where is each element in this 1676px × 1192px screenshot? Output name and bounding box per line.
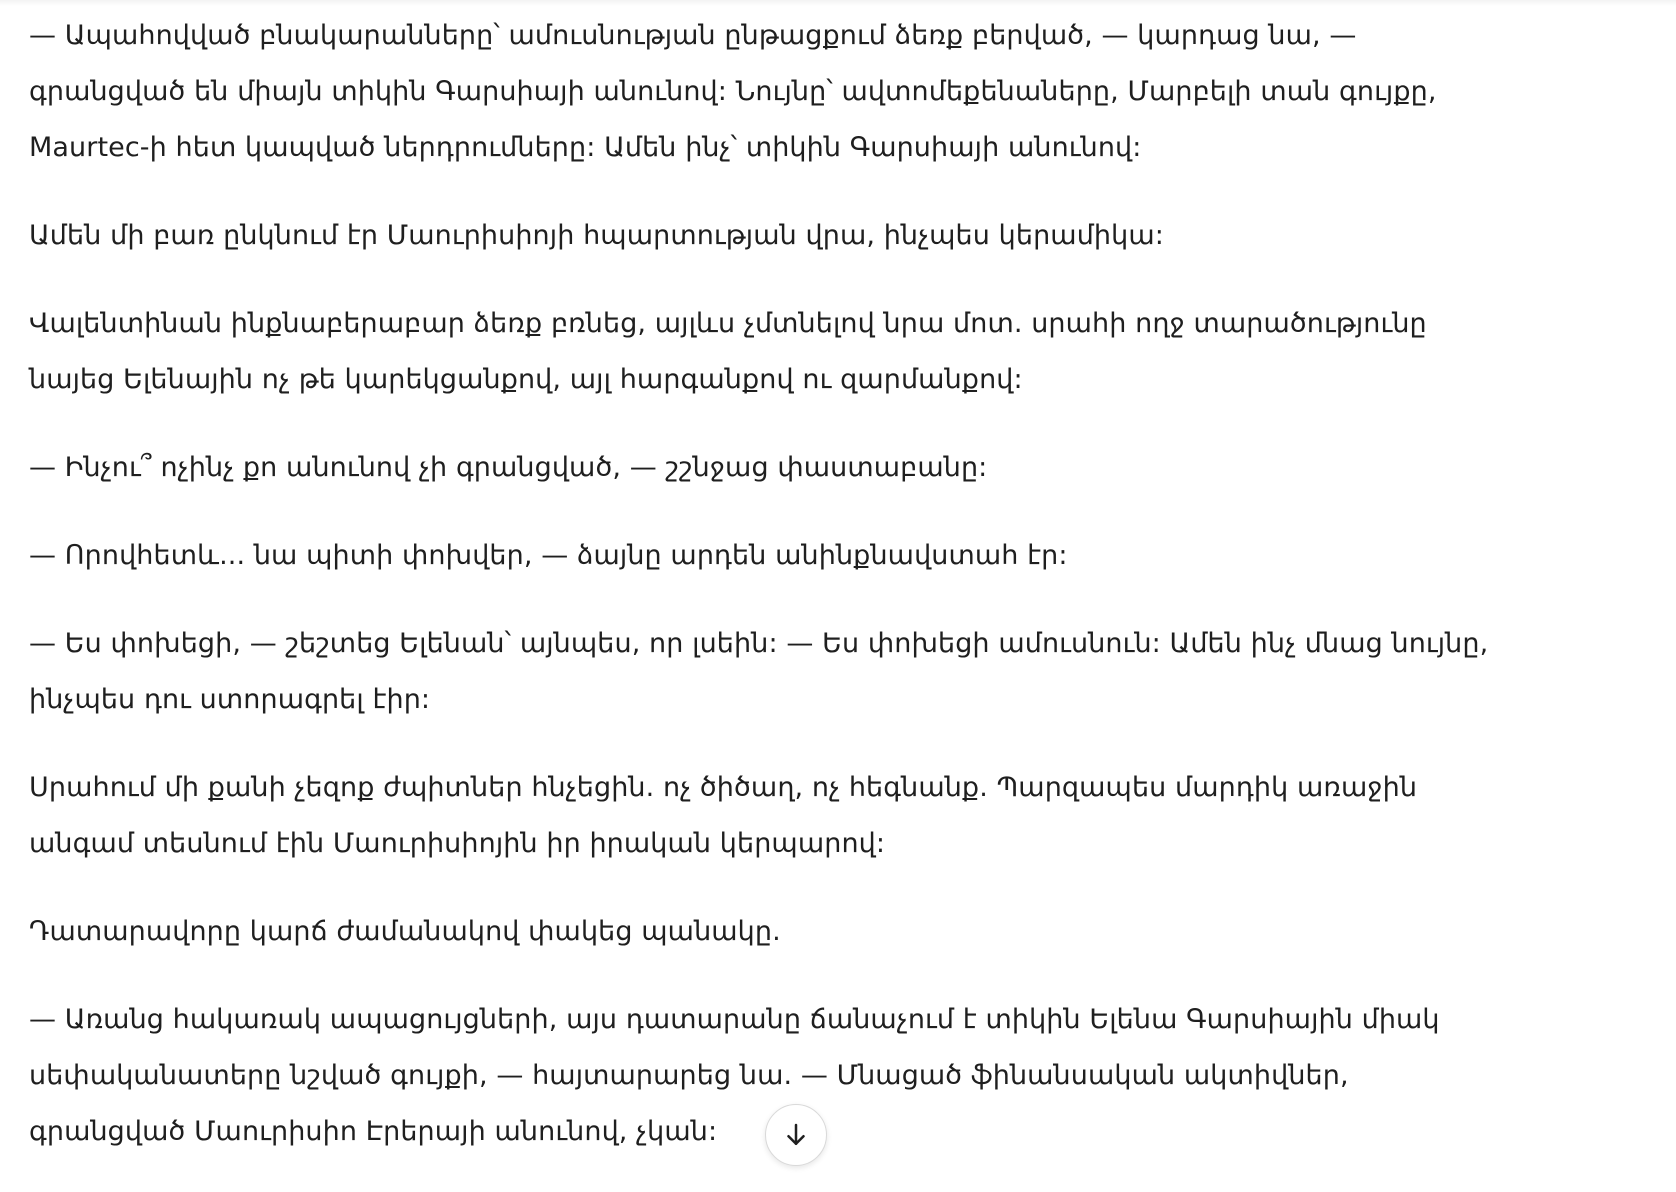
- text-line: սեփականատերը նշված գույքի, — հայտարարեց նա. — Մնացած ֆինանսական ակտիվներ,: [29, 1060, 1349, 1091]
- paragraph: [29, 296, 1589, 408]
- text-line: գրանցված Մաուրիսիո Էրերայի անունով, չկան:: [29, 1116, 718, 1147]
- paragraph: [29, 440, 1589, 496]
- arrow-down-icon: [781, 1120, 811, 1150]
- text-line: Դատարավորը կարճ ժամանակով փակեց պանակը.: [29, 916, 781, 947]
- text-line: Սրահում մի քանի չեզոք ժպիտներ հնչեցին. ոչ ծիծաղ, ոչ հեգնանք. Պարզապես մարդիկ առաջին: [29, 772, 1418, 803]
- text-line: — Ես փոխեցի, — շեշտեց Ելենան՝ այնպես, որ լսեին: — Ես փոխեցի ամուսնուն: Ամեն ինչ մնաց նույնը,: [29, 628, 1489, 659]
- paragraph: [29, 616, 1589, 728]
- text-line: — Առանց հակառակ ապացույցների, այս դատարանը ճանաչում է տիկին Ելենա Գարսիային միակ: [29, 1004, 1440, 1035]
- paragraph: [29, 904, 1589, 960]
- scroll-to-bottom-button[interactable]: [765, 1104, 827, 1166]
- text-line: Վալենտինան ինքնաբերաբար ձեռք բռնեց, այլևս չմտնելով նրա մոտ. սրահի ողջ տարածությունը: [29, 308, 1427, 339]
- text-line: նայեց Ելենային ոչ թե կարեկցանքով, այլ հարգանքով ու զարմանքով:: [29, 364, 1023, 395]
- paragraph: [29, 760, 1589, 872]
- chat-message-content: [29, 8, 1589, 1192]
- text-line: — Ապահովված բնակարանները՝ ամուսնության ընթացքում ձեռք բերված, — կարդաց նա, —: [29, 20, 1357, 51]
- top-fade: [0, 0, 1676, 6]
- text-line: ինչպես դու ստորագրել էիր:: [29, 684, 431, 715]
- text-line: անգամ տեսնում էին Մաուրիսիոյին իր իրական կերպարով:: [29, 828, 886, 859]
- paragraph: [29, 8, 1589, 176]
- text-line: Ամեն մի բառ ընկնում էր Մաուրիսիոյի հպարտության վրա, ինչպես կերամիկա:: [29, 220, 1164, 251]
- text-line: գրանցված են միայն տիկին Գարսիայի անունով: Նույնը՝ ավտոմեքենաները, Մարբելի տան գույքը,: [29, 76, 1437, 107]
- text-line: Maurtec-ի հետ կապված ներդրումները: Ամեն ինչ՝ տիկին Գարսիայի անունով:: [29, 132, 1142, 163]
- paragraph: [29, 208, 1589, 264]
- text-line: — Ինչու՞ ոչինչ քո անունով չի գրանցված, — շշնջաց փաստաբանը:: [29, 452, 988, 483]
- text-line: — Որովհետև... նա պիտի փոխվեր, — ձայնը արդեն անինքնավստահ էր:: [29, 540, 1068, 571]
- paragraph: [29, 528, 1589, 584]
